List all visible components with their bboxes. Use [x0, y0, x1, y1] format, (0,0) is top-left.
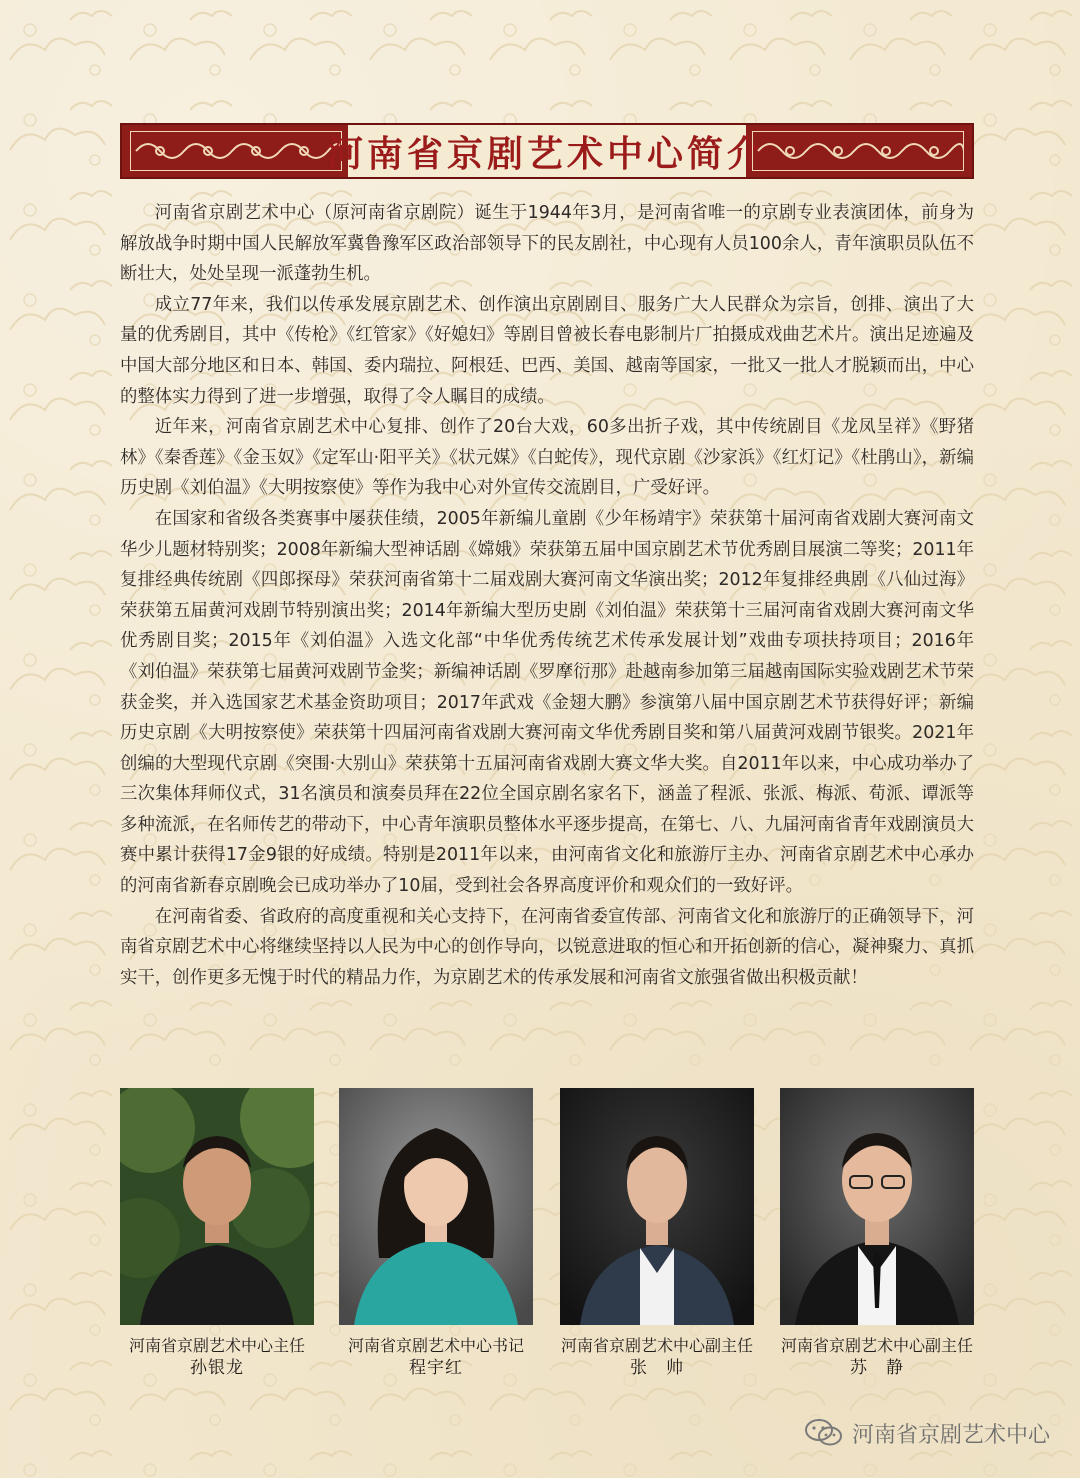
- person-role: 河南省京剧艺术中心主任: [128, 1336, 305, 1355]
- person-name: 程宇红: [409, 1358, 463, 1378]
- paragraph: 成立77年来，我们以传承发展京剧艺术、创作演出京剧剧目、服务广大人民群众为宗旨，创排、演出了大量的优秀剧目，其中《传枪》《红管家》《好媳妇》等剧目曾被长春电影制片厂拍摄成戏曲艺术片。演出足迹遍及中国大部分地区和日本、韩国、委内瑞拉、阿根廷、巴西、美国、越南等国家，一批又一批人才脱颖而出，中心的整体实力得到了进一步增强，取得了令人瞩目的成绩。: [120, 294, 974, 407]
- person-caption: [120, 1335, 314, 1379]
- portrait-photo: [339, 1088, 533, 1325]
- person-card: [120, 1088, 314, 1379]
- watermark-text: 河南省京剧艺术中心: [851, 1422, 1050, 1448]
- paragraph: 在河南省委、省政府的高度重视和关心支持下，在河南省委宣传部、河南省文化和旅游厅的正确领导下，河南省京剧艺术中心将继续坚持以人民为中心的创作导向，以锐意进取的恒心和开拓创新的信心，凝神聚力、真抓实干，创作更多无愧于时代的精品力作，为京剧艺术的传承发展和河南省文旅强省做出积极贡献！: [120, 906, 974, 988]
- title-banner: [120, 123, 974, 179]
- person-caption: [780, 1335, 974, 1379]
- person-name: 孙银龙: [190, 1358, 244, 1378]
- portrait-photo: [120, 1088, 314, 1325]
- person-role: 河南省京剧艺术中心副主任: [560, 1336, 753, 1355]
- paragraph: 河南省京剧艺术中心（原河南省京剧院）诞生于1944年3月，是河南省唯一的京剧专业表演团体，前身为解放战争时期中国人民解放军冀鲁豫军区政治部领导下的民友剧社，中心现有人员100余人，青年演职员队伍不断壮大，处处呈现一派蓬勃生机。: [120, 203, 974, 285]
- portrait-1-image: [120, 1088, 314, 1325]
- paragraph: 在国家和省级各类赛事中屡获佳绩，2005年新编儿童剧《少年杨靖宇》荣获第十届河南省戏剧大赛河南文华少儿题材特别奖；2008年新编大型神话剧《嫦娥》荣获第五届中国京剧艺术节优秀剧目展演二等奖；2011年复排经典传统剧《四郎探母》荣获河南省第十二届戏剧大赛河南文华演出奖；2012年复排经典剧《八仙过海》荣获第五届黄河戏剧节特别演出奖；2014年新编大型历史剧《刘伯温》荣获第十三届河南省戏剧大赛河南文华优秀剧目奖；2015年《刘伯温》入选文化部“中华优秀传统艺术传承发展计划”戏曲专项扶持项目；2016年《刘伯温》荣获第七届黄河戏剧节金奖；新编神话剧《罗摩衍那》赴越南参加第三届越南国际实验戏剧艺术节荣获金奖，并入选国家艺术基金资助项目；2017年武戏《金翅大鹏》参演第八届中国京剧艺术节获得好评；新编历史京剧《大明按察使》荣获第十四届河南省戏剧大赛河南文华优秀剧目奖和第八届黄河戏剧节银奖。2021年创编的大型现代京剧《突围·大别山》荣获第十五届河南省戏剧大赛文华大奖。自2011年以来，中心成功举办了三次集体拜师仪式，31名演员和演奏员拜在22位全国京剧名家名下，涵盖了程派、张派、梅派、荀派、谭派等多种流派，在名师传艺的带动下，中心青年演职员整体水平逐步提高，在第七、八、九届河南省青年戏剧演员大赛中累计获得17金9银的好成绩。特别是2011年以来，由河南省文化和旅游厅主办、河南省京剧艺术中心承办的河南省新春京剧晚会已成功举办了10届，受到社会各界高度评价和观众们的一致好评。: [120, 508, 974, 897]
- article-body: [120, 198, 974, 993]
- person-role: 河南省京剧艺术中心书记: [347, 1336, 524, 1355]
- person-caption: [339, 1335, 533, 1379]
- banner-ornament-right: [752, 131, 964, 171]
- person-card: [780, 1088, 974, 1379]
- portrait-2-image: [339, 1088, 533, 1325]
- person-card: [560, 1088, 754, 1379]
- person-caption: [560, 1335, 754, 1379]
- paragraph: 近年来，河南省京剧艺术中心复排、创作了20台大戏，60多出折子戏，其中传统剧目《龙凤呈祥》《野猪林》《秦香莲》《金玉奴》《定军山·阳平关》《状元媒》《白蛇传》，现代京剧《沙家浜》《红灯记》《杜鹃山》，新编历史剧《刘伯温》《大明按察使》等作为我中心对外宣传交流剧目，广受好评。: [120, 417, 974, 499]
- portrait-3-image: [560, 1088, 754, 1325]
- person-name: 张 帅: [630, 1358, 684, 1378]
- person-card: [339, 1088, 533, 1379]
- portrait-photo: [780, 1088, 974, 1325]
- wechat-watermark: [804, 1418, 1050, 1448]
- leadership-portraits: [120, 1088, 974, 1388]
- person-name: 苏 静: [850, 1358, 904, 1378]
- title-plate: [327, 125, 768, 177]
- portrait-4-image: [780, 1088, 974, 1325]
- page-title: 河南省京剧艺术中心简介: [327, 132, 768, 175]
- person-role: 河南省京剧艺术中心副主任: [780, 1336, 973, 1355]
- banner-ornament-left: [130, 131, 342, 171]
- wechat-icon: [804, 1418, 844, 1448]
- portrait-photo: [560, 1088, 754, 1325]
